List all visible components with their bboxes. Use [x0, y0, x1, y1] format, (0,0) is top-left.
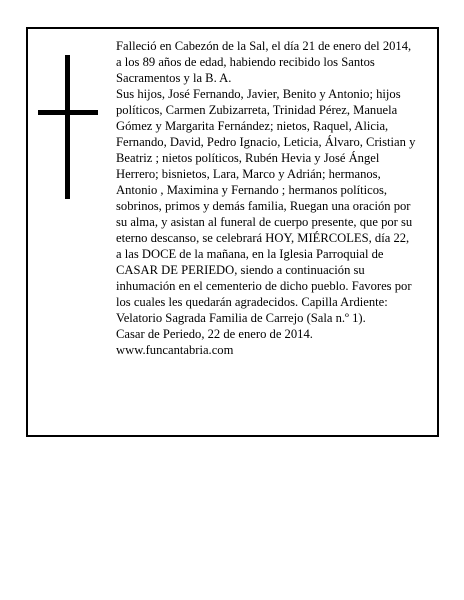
- cross-horizontal-bar: [38, 110, 98, 115]
- cross-vertical-bar: [65, 55, 70, 199]
- latin-cross-icon: [38, 55, 98, 199]
- place-and-date: Casar de Periedo, 22 de enero de 2014.: [116, 327, 313, 341]
- death-announcement: Falleció en Cabezón de la Sal, el día 21 de enero del 2014, a los 89 años de edad, habiendo recibido los Santos Sacramentos y la B. A.: [116, 39, 412, 85]
- notice-text: [116, 38, 416, 358]
- website-link[interactable]: www.funcantabria.com: [116, 343, 234, 357]
- obituary-notice: [26, 27, 439, 437]
- family-and-funeral-details: Sus hijos, José Fernando, Javier, Benito y Antonio; hijos políticos, Carmen Zubizarreta, Trinidad Pérez, Manuela Gómez y Margarita Fernández; nietos, Raquel, Alicia, Fernando, David, Pedro Ignacio, Leticia, Álvaro, Cristian y Beatriz ; nietos políticos, Rubén Hevia y José Ángel Herrero; bisnietos, Lara, Marco y Adrián; hermanos, Antonio , Maximina y Fernando ; hermanos políticos, sobrinos, primos y demás familia, Ruegan una oración por su alma, y asistan al funeral de cuerpo presente, que por su eterno descanso, se celebrará HOY, MIÉRCOLES, día 22, a las DOCE de la mañana, en la Iglesia Parroquial de CASAR DE PERIEDO, siendo a continuación su inhumación en el cementerio de dicho pueblo. Favores por los cuales les quedarán agradecidos. Capilla Ardiente: Velatorio Sagrada Familia de Carrejo (Sala n.º 1).: [116, 87, 416, 325]
